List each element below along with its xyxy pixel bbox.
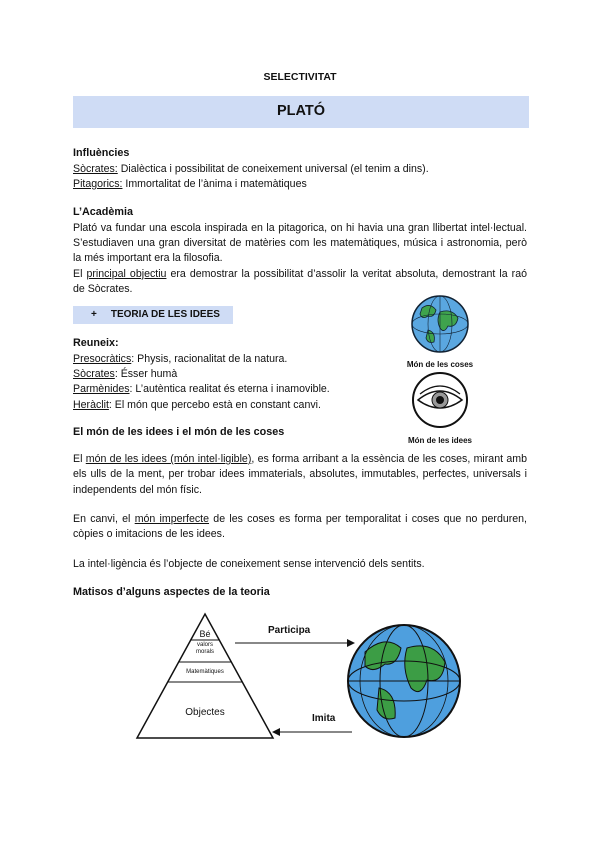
reuneix-item [73,382,393,397]
arrow-imita-label: Imita [312,713,336,724]
influence-name: Pitagorics: [73,178,123,190]
principal-objectiu-link: principal objectiu [86,267,167,280]
world-caption: Món de les coses [406,360,474,370]
philosopher-text: : Physis, racionalitat de la natura. [131,352,288,365]
teoria-heading: TEORIA DE LES IDEES [110,308,220,320]
pyramid-top: Bé [199,629,211,639]
influence-socrates [73,162,527,177]
philosopher-name: Sòcrates [73,368,115,380]
text-run: El [73,267,87,280]
text-run: En canvi, el [73,513,135,526]
pyramid-level-2b: morals [195,649,214,656]
influence-name: Sòcrates: [73,162,118,175]
mon-imperfecte-link: món imperfecte [134,513,210,526]
pyramid-base: Objectes [185,707,225,718]
page-title-band [73,96,529,128]
text-run: , es forma arribant a la essència de les coses, mirant amb els ulls de la ment, per trobar idees immaterials, absolutes, immutables, perfectes, universals i independents del món físic. [73,453,527,496]
mons-paragraph-3: La intel·ligència és l’objecte de coneixement sense intervenció dels sentits. [73,557,425,570]
mons-paragraphs [73,452,527,572]
world-of-things-figure [400,294,480,371]
arrow-participa-label: Participa [268,625,311,636]
influencies-heading: Influències [73,147,130,159]
pyramid-level-3: Matemàtiques [186,669,224,675]
page-title: PLATÓ [276,103,326,120]
mon-idees-link: món de les idees (món intel·ligible) [85,453,252,465]
eye-icon [400,370,480,430]
reuneix-item [73,352,393,367]
philosopher-name: Presocràtics [73,352,132,365]
academia-section [73,205,527,297]
mons-paragraph-2 [73,512,527,543]
reuneix-section [73,336,393,413]
matisos-heading: Matisos d’alguns aspectes de la teoria [73,586,270,598]
globe-icon [400,294,480,354]
academia-heading: L’Acadèmia [73,206,134,218]
arrow-left-icon [272,727,352,737]
mons-section [73,425,527,441]
influence-pitagorics [73,177,527,192]
course-label: SELECTIVITAT [263,71,337,83]
philosopher-name: Parmènides [73,383,130,396]
reuneix-heading: Reuneix: [73,337,119,349]
academia-paragraph-1: Plató va fundar una escola inspirada en la pitagorica, on hi havia una gran llibertat intel·lectual. S’estudiaven una gran diversitat de matèries com les matemàtiques, música i astronomia, però la més important era la filosofia. [73,221,527,265]
bullet-plus: + [91,308,97,320]
influence-text: Dialèctica i possibilitat de coneixement universal (el tenim a dins). [117,162,429,175]
philosopher-text: : L’autèntica realitat és eterna i inamovible. [129,383,330,396]
reuneix-item [73,398,393,413]
philosopher-text: : Ésser humà [114,368,178,380]
text-run: era demostrar la possibilitat d’assolir la veritat absoluta, demostrant la raó de Sòcrates. [73,267,527,296]
text-run: de les coses es forma per temporalitat i coses que no perduren, còpies o imitacions de les idees. [73,513,527,541]
mons-heading: El món de les idees i el món de les coses [73,426,285,438]
influence-text: Immortalitat de l’ànima i matemàtiques [122,178,307,190]
mons-paragraph-1 [73,452,527,498]
arrow-right-icon [235,638,355,648]
philosopher-text: : El món que percebo està en constant canvi. [108,398,321,411]
influencies-section [73,146,527,192]
large-globe-icon [345,622,463,740]
ideas-pyramid [135,612,275,742]
reuneix-item [73,367,393,382]
ideas-caption: Món de les idees [407,436,473,446]
academia-paragraph-2 [73,267,527,298]
text-run: El [73,453,86,465]
teoria-heading-band [73,306,233,324]
philosopher-name: Heràclit [73,398,109,411]
matisos-section [73,585,527,601]
pyramid-level-2a: valors [196,642,213,648]
